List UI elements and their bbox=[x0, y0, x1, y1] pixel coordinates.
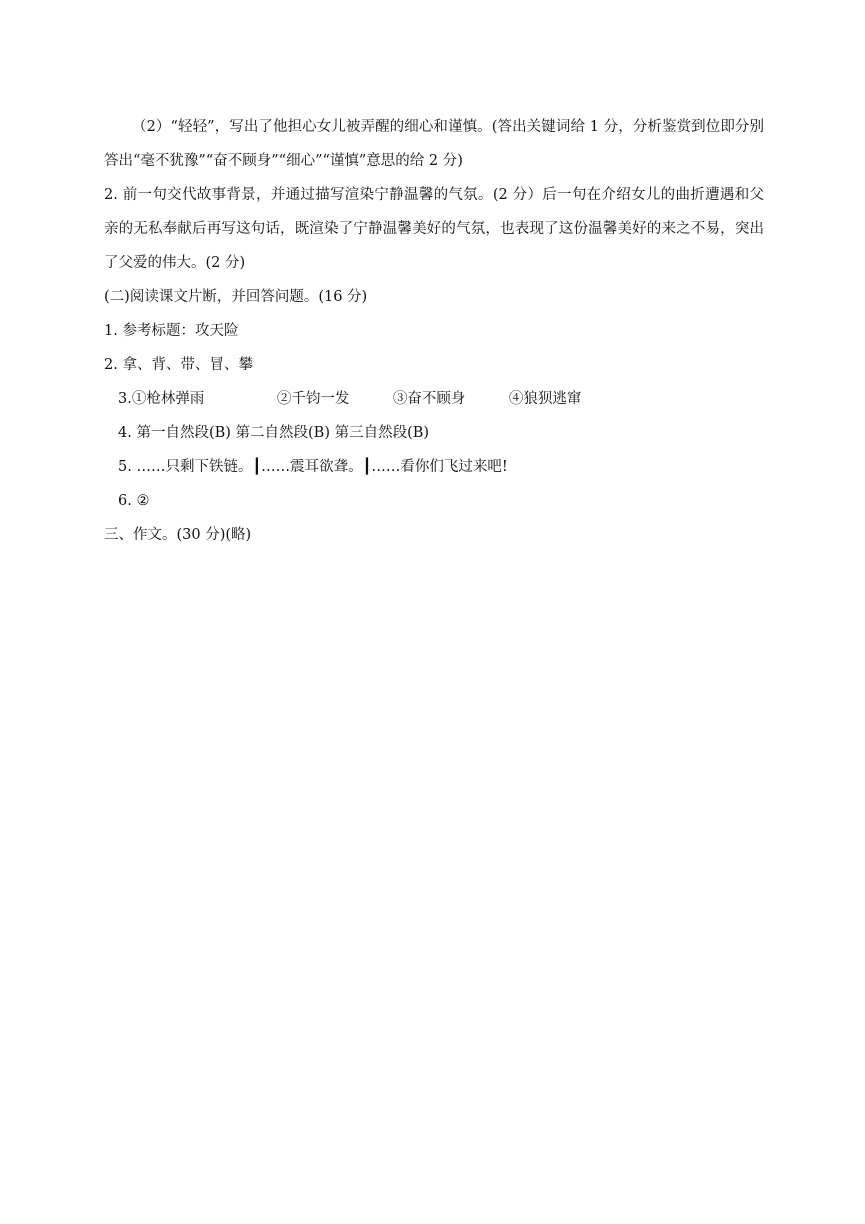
answer-6-choice: 6. ② bbox=[118, 493, 150, 509]
paragraph-answer-2: 2. 前一句交代故事背景，并通过描写渲染宁静温馨的气氛。(2 分）后一句在介绍女儿的曲折遭遇和父亲的无私奉献后再写这句话，既渲染了宁静温馨美好的气氛，也表现了这份温馨美好的来之不易，突出了父爱的伟大。(2 分) bbox=[104, 187, 764, 271]
answer-4-paragraphs: 4. 第一自然段(B) 第二自然段(B) 第三自然段(B) bbox=[118, 425, 430, 441]
section-3-composition: 三、作文。(30 分)(略) bbox=[104, 527, 252, 543]
answer-3-prefix: 3. bbox=[118, 391, 132, 407]
answer-3-idioms bbox=[104, 382, 764, 416]
idiom-2: ②千钧一发 bbox=[276, 391, 350, 407]
paragraph-q2-analysis: （2）“轻轻”，写出了他担心女儿被弄醒的细心和谨慎。(答出关键词给 1 分，分析鉴赏到位即分别答出“毫不犹豫”“奋不顾身”“细心”“谨慎”意思的给 2 分) bbox=[104, 119, 764, 169]
idiom-1: ①枪林弹雨 bbox=[131, 391, 205, 407]
answer-1-title: 1. 参考标题：攻天险 bbox=[104, 323, 239, 339]
answer-2-verbs: 2. 拿、背、带、冒、攀 bbox=[104, 357, 253, 373]
answer-5-divisions: 5. ……只剩下铁链。┃……震耳欲聋。┃……看你们飞过来吧! bbox=[118, 459, 508, 475]
idiom-3: ③奋不顾身 bbox=[392, 391, 466, 407]
answer-content bbox=[104, 110, 764, 552]
section-2-heading: (二)阅读课文片断，并回答问题。(16 分) bbox=[104, 289, 368, 305]
idiom-4: ④狼狈逃窜 bbox=[508, 391, 582, 407]
